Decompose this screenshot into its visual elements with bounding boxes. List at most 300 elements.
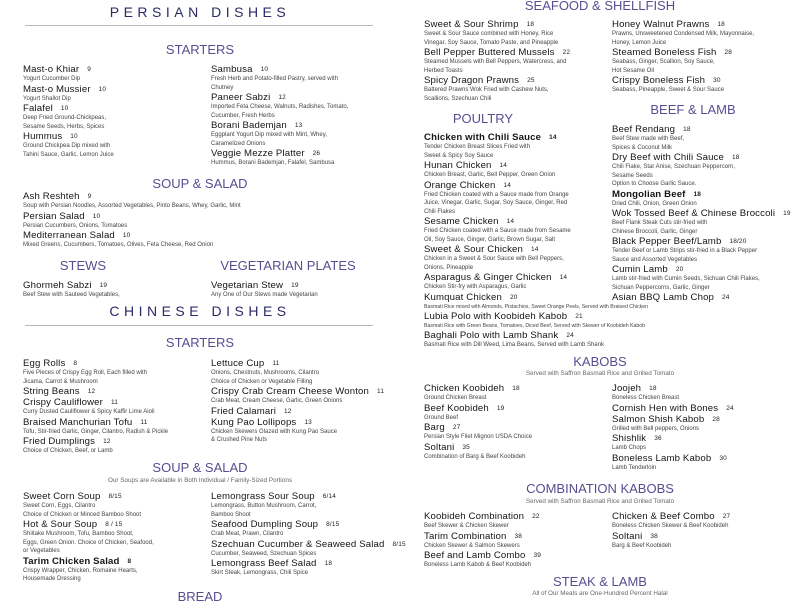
steak-lamb-note: All of Our Meats are One-Hundred Percent Halal bbox=[532, 590, 668, 597]
menu-item bbox=[23, 84, 208, 104]
menu-item-description: Yogurt Shallot Dip bbox=[23, 95, 71, 102]
menu-item-price: 10 bbox=[122, 232, 131, 239]
menu-item bbox=[23, 211, 208, 231]
chinese-soup-salad-left bbox=[23, 491, 208, 584]
menu-item bbox=[23, 417, 208, 437]
menu-item bbox=[211, 491, 396, 519]
persian-starters-left bbox=[23, 64, 208, 159]
menu-item-description: Dried Chili, Onion, Green Onion bbox=[612, 200, 697, 207]
menu-item-description: Ground Chicken Breast bbox=[424, 395, 487, 401]
menu-item-header bbox=[23, 64, 208, 75]
menu-item-price: 14 bbox=[506, 218, 515, 225]
menu-item-description: Cucumber, Seaweed, Szechuan Spices bbox=[211, 550, 317, 557]
menu-item-header bbox=[23, 131, 208, 142]
persian-soup-salad-heading: SOUP & SALAD bbox=[152, 176, 248, 191]
divider bbox=[25, 25, 373, 26]
persian-starters-right bbox=[211, 64, 396, 168]
menu-item-name: Hot & Sour Soup bbox=[23, 519, 98, 530]
menu-item-price: 27 bbox=[452, 424, 461, 431]
menu-item bbox=[23, 358, 208, 386]
seafood-right bbox=[612, 19, 797, 95]
menu-item-name: Baghali Polo with Lamb Shank bbox=[424, 329, 559, 341]
menu-item-header bbox=[612, 511, 797, 522]
kabobs-right bbox=[612, 383, 797, 472]
menu-item-header bbox=[23, 397, 208, 408]
menu-item-name: Joojeh bbox=[612, 383, 642, 394]
menu-item-price: 13 bbox=[294, 122, 303, 129]
menu-item-price: 14 bbox=[499, 162, 508, 169]
menu-item bbox=[612, 236, 797, 264]
seafood-left bbox=[424, 19, 609, 103]
menu-item-description: Choice of Chicken, Beef, or Lamb bbox=[23, 448, 113, 454]
menu-item-price: 30 bbox=[719, 454, 727, 462]
menu-item bbox=[211, 558, 396, 578]
menu-item-name: Lubia Polo with Koobideh Kabob bbox=[424, 310, 568, 322]
menu-item-price: 39 bbox=[533, 552, 542, 559]
menu-item-description: Imported Feta Cheese, Walnuts, Radishes, Tomato, bbox=[211, 104, 349, 110]
menu-item bbox=[23, 519, 208, 556]
menu-item-description: Crispy Wrapper, Chicken, Romaine Hearts, bbox=[23, 567, 138, 574]
menu-item-description: Chicken Stir-fry with Asparagus, Garlic bbox=[424, 284, 527, 290]
menu-item bbox=[23, 131, 208, 159]
menu-item-name: Paneer Sabzi bbox=[211, 92, 271, 103]
menu-item-description: Chicken Breast, Garlic, Bell Pepper, Green Onion bbox=[424, 172, 556, 178]
menu-item bbox=[211, 280, 396, 300]
menu-item-name: Ghormeh Sabzi bbox=[23, 280, 92, 291]
menu-item-description: Sweet & Spicy Soy Sauce bbox=[424, 152, 494, 159]
menu-item-price: 35 bbox=[462, 443, 470, 451]
menu-item-description: Caramelized Onions bbox=[211, 140, 266, 147]
menu-item-price: 25 bbox=[527, 77, 535, 84]
menu-item-name: Mast-o Khiar bbox=[23, 64, 80, 75]
menu-item-name: Kung Pao Lollipops bbox=[211, 416, 297, 428]
menu-item-header bbox=[211, 519, 396, 530]
menu-item-name: Seafood Dumpling Soup bbox=[211, 519, 319, 530]
menu-item-name: Mediterranean Salad bbox=[23, 230, 115, 241]
menu-item bbox=[612, 208, 797, 236]
menu-item-name: Beef Rendang bbox=[612, 124, 676, 135]
menu-item-description: Lamb stir-fried with Cumin Seeds, Sichuan Chili Flakes, bbox=[612, 276, 760, 282]
menu-item-header bbox=[424, 292, 609, 303]
menu-item-header bbox=[23, 280, 208, 291]
menu-item-description: Fried Chicken coated with a Sauce made from Sesame bbox=[424, 228, 571, 234]
menu-item-description: Juice, Vinegar, Garlic, Sugar, Soy Sauce, Ginger, Red bbox=[424, 200, 568, 206]
menu-item-header bbox=[424, 550, 609, 561]
menu-item-header bbox=[23, 103, 208, 114]
menu-item bbox=[424, 180, 609, 217]
menu-item-price: 11 bbox=[111, 399, 119, 406]
menu-item bbox=[211, 148, 396, 168]
menu-item-price: 11 bbox=[377, 388, 385, 395]
menu-item-description: Any One of Our Stews made Vegetarian bbox=[211, 292, 318, 298]
menu-item-description: & Crushed Pine Nuts bbox=[211, 437, 268, 443]
menu-item-name: Falafel bbox=[23, 103, 53, 114]
menu-item-description: Choice of Chicken or Vegetable Filling bbox=[211, 378, 313, 385]
menu-item-header bbox=[424, 75, 609, 86]
menu-item-description: Spices & Coconut Milk bbox=[612, 144, 673, 151]
menu-item-price: 18/20 bbox=[729, 238, 747, 245]
menu-item bbox=[211, 120, 396, 148]
menu-item bbox=[612, 511, 797, 531]
menu-item-header bbox=[211, 92, 396, 103]
menu-item-description: Skirt Steak, Lemongrass, Chili Spice bbox=[211, 570, 309, 576]
menu-item-header bbox=[23, 386, 208, 397]
menu-item-header bbox=[424, 272, 609, 283]
menu-item-price: 12 bbox=[284, 407, 292, 415]
menu-item-price: 26 bbox=[312, 150, 321, 157]
chinese-starters-heading: STARTERS bbox=[165, 335, 235, 350]
menu-item-name: Crispy Crab Cream Cheese Wonton bbox=[211, 386, 370, 397]
menu-item bbox=[211, 519, 396, 539]
menu-item-name: Asparagus & Ginger Chicken bbox=[424, 272, 552, 283]
kabobs-note: Served with Saffron Basmati Rice and Grilled Tomato bbox=[525, 370, 675, 377]
menu-item-price: 19 bbox=[496, 404, 505, 412]
menu-item-name: Sesame Chicken bbox=[424, 216, 499, 227]
menu-item bbox=[612, 292, 797, 303]
menu-item-price: 11 bbox=[140, 418, 148, 426]
menu-item-description: Chicken in a Sweet & Sour Sauce with Bell Peppers, bbox=[424, 256, 564, 262]
menu-item-header bbox=[23, 417, 208, 428]
menu-item bbox=[424, 291, 649, 311]
menu-item-header bbox=[424, 442, 609, 453]
menu-item-description: Sweet Corn, Eggs, Cilantro bbox=[23, 503, 96, 509]
menu-item bbox=[424, 330, 609, 350]
chinese-soup-salad-right bbox=[211, 491, 406, 578]
menu-item-header bbox=[612, 453, 797, 464]
menu-item bbox=[612, 189, 797, 209]
menu-item bbox=[424, 132, 609, 160]
menu-item bbox=[424, 19, 609, 47]
menu-item-name: Hunan Chicken bbox=[424, 160, 492, 171]
menu-item-name: Fried Dumplings bbox=[23, 436, 96, 447]
menu-item-name: Tarim Chicken Salad bbox=[23, 555, 120, 567]
menu-item-name: Persian Salad bbox=[23, 210, 85, 222]
menu-item-description: Prawns, Unsweetened Condensed Milk, Mayonnaise, bbox=[612, 31, 755, 37]
bread-heading: BREAD bbox=[177, 589, 223, 604]
menu-item-header bbox=[424, 132, 609, 143]
poultry-heading: POULTRY bbox=[452, 111, 514, 126]
menu-item-name: Dry Beef with Chili Sauce bbox=[612, 152, 724, 163]
menu-item-name: Koobideh Combination bbox=[424, 511, 525, 522]
menu-item-price: 10 bbox=[98, 85, 107, 93]
vegetarian-plates-heading: VEGETARIAN PLATES bbox=[220, 258, 356, 273]
menu-item-price: 24 bbox=[726, 404, 734, 412]
menu-item-price: 19 bbox=[783, 210, 791, 217]
menu-item-price: 6/14 bbox=[322, 493, 337, 500]
menu-item-description: Barg & Beef Koobideh bbox=[612, 542, 672, 549]
menu-item-description: Fresh Herb and Potato-filled Pastry, served with bbox=[211, 76, 338, 82]
menu-item-price: 18 bbox=[649, 385, 657, 392]
menu-item-price: 12 bbox=[103, 438, 111, 445]
menu-item-description: Yogurt Cucumber Dip bbox=[23, 76, 81, 82]
menu-item bbox=[424, 244, 609, 272]
menu-item-header bbox=[211, 558, 396, 569]
menu-item-price: 18 bbox=[732, 154, 740, 161]
menu-item-header bbox=[23, 230, 208, 241]
menu-item-description: Ground Beef bbox=[424, 414, 459, 421]
persian-soup-salad-list bbox=[23, 191, 241, 250]
menu-item-name: Chicken Koobideh bbox=[424, 383, 505, 394]
menu-item-name: Egg Rolls bbox=[23, 358, 66, 369]
menu-item bbox=[211, 358, 396, 386]
menu-item-name: Ash Reshteh bbox=[23, 191, 80, 202]
menu-item-header bbox=[211, 417, 396, 428]
combination-kabobs-note: Served with Saffron Basmati Rice and Grilled Tomato bbox=[525, 498, 675, 505]
menu-item-header bbox=[211, 280, 396, 291]
combination-kabobs-heading: COMBINATION KABOBS bbox=[526, 481, 674, 496]
menu-item-price: 20 bbox=[509, 293, 518, 301]
menu-item-description: Deep Fried Ground-Chickpeas, bbox=[23, 115, 107, 121]
menu-item-header bbox=[211, 491, 396, 502]
menu-item-name: Chicken & Beef Combo bbox=[612, 511, 715, 522]
menu-item-name: String Beans bbox=[23, 386, 80, 397]
menu-item-price: 8 / 15 bbox=[105, 521, 123, 528]
menu-item-header bbox=[23, 491, 208, 502]
menu-item-description: Tofu, Stir-fried Garlic, Ginger, Cilantro, Radish & Pickle bbox=[23, 428, 169, 435]
menu-item-description: Chili Flake, Star Anise, Szechuan Peppercorn, bbox=[612, 164, 736, 170]
menu-item-price: 18 bbox=[324, 560, 333, 567]
menu-item-name: Wok Tossed Beef & Chinese Broccoli bbox=[612, 208, 776, 219]
menu-item bbox=[424, 272, 609, 292]
menu-item-description: Jicama, Carrot & Mushroom bbox=[23, 378, 98, 385]
menu-item-name: Chicken with Chili Sauce bbox=[424, 132, 542, 143]
menu-item-description: Sauce and Assorted Vegetables bbox=[612, 256, 698, 263]
menu-item-description: Boneless Chicken Skewer & Beef Koobideh bbox=[612, 523, 729, 529]
menu-item-name: Shishlik bbox=[612, 433, 647, 444]
menu-item-name: Sweet Corn Soup bbox=[23, 491, 101, 502]
combination-right bbox=[612, 511, 797, 550]
menu-item-header bbox=[424, 160, 609, 171]
menu-item-description: Sesame Seeds bbox=[612, 172, 653, 179]
menu-item-description: Crab Meat, Prawn, Cilantro bbox=[211, 531, 284, 537]
menu-item-name: Steamed Boneless Fish bbox=[612, 47, 717, 58]
menu-item-description: Chicken Skewer & Salmon Skewers bbox=[424, 542, 520, 549]
menu-item-description: Boneless Lamb Kabob & Beef Koobideh bbox=[424, 562, 532, 568]
stews-list bbox=[23, 280, 208, 300]
menu-item-name: Bell Pepper Buttered Mussels bbox=[424, 47, 555, 58]
menu-item-price: 20 bbox=[675, 266, 684, 273]
menu-item-price: 22 bbox=[532, 513, 540, 520]
menu-item-price: 38 bbox=[650, 532, 658, 540]
chinese-starters-left bbox=[23, 358, 208, 456]
persian-dishes-title: PERSIAN DISHES bbox=[109, 4, 291, 20]
menu-item-description: Basmati Rice with Dill Weed, Lima Beans, Served with Lamb Shank bbox=[424, 341, 604, 348]
menu-item-name: Crispy Cauliflower bbox=[23, 397, 104, 408]
persian-starters-heading: STARTERS bbox=[165, 42, 235, 57]
menu-item-name: Spicy Dragon Prawns bbox=[424, 75, 520, 86]
menu-item bbox=[211, 406, 396, 417]
menu-item-description: Lamb Tenderloin bbox=[612, 464, 657, 471]
menu-item-description: Battered Prawns Wok Fried with Cashew Nuts, bbox=[424, 87, 549, 93]
menu-item-header bbox=[211, 64, 396, 75]
menu-item bbox=[424, 383, 609, 403]
menu-item bbox=[424, 531, 609, 551]
chinese-soup-salad-note: Our Soups are Available in Both Individual / Family-Sized Portions bbox=[108, 477, 292, 484]
menu-item-name: Lemongrass Sour Soup bbox=[211, 491, 315, 502]
menu-item bbox=[424, 310, 646, 330]
menu-item-description: Five Pieces of Crispy Egg Roll, Each filled with bbox=[23, 370, 148, 376]
menu-item-description: Scallions, Szechuan Chili bbox=[424, 95, 492, 102]
menu-item-description: Tahini Sauce, Garlic, Lemon Juice bbox=[23, 151, 114, 158]
menu-item-header bbox=[211, 358, 396, 369]
menu-item bbox=[612, 414, 797, 434]
menu-item-price: 13 bbox=[304, 418, 312, 426]
menu-item-description: Seabass, Ginger, Scallion, Soy Sauce, bbox=[612, 59, 715, 65]
menu-item-name: Mast-o Mussier bbox=[23, 83, 91, 95]
menu-item-price: 8 bbox=[127, 557, 132, 565]
menu-item-description: Chutney bbox=[211, 84, 234, 91]
menu-item-description: Lemongrass, Button Mushroom, Carrot, bbox=[211, 503, 317, 509]
menu-item-price: 30 bbox=[713, 77, 721, 84]
menu-item bbox=[23, 556, 208, 584]
menu-item-header bbox=[612, 292, 797, 303]
menu-item-description: Basmati Rice mixed with Almonds, Pistachios, Sweet Orange Peels, Served with Braised Chicken bbox=[424, 303, 649, 310]
menu-item-price: 10 bbox=[92, 212, 101, 220]
menu-item-description: Tender Beef or Lamb Strips stir-fried in a Black Pepper bbox=[612, 248, 758, 254]
menu-item-description: Lamb Chops bbox=[612, 445, 647, 451]
menu-item-header bbox=[424, 511, 609, 522]
menu-item-name: Soltani bbox=[612, 530, 643, 542]
menu-item-header bbox=[424, 422, 609, 433]
menu-item-description: or Vegetables bbox=[23, 548, 60, 554]
menu-item-price: 14 bbox=[503, 181, 511, 189]
menu-item-header bbox=[23, 358, 208, 369]
menu-item-price: 18 bbox=[683, 126, 691, 133]
menu-item bbox=[424, 550, 609, 570]
menu-item bbox=[612, 264, 797, 292]
menu-item-description: Ground Chickpea Dip mixed with bbox=[23, 143, 111, 149]
menu-item-name: Kumquat Chicken bbox=[424, 291, 502, 303]
menu-item bbox=[211, 386, 396, 406]
beef-lamb-heading: BEEF & LAMB bbox=[650, 102, 736, 117]
menu-item-header bbox=[612, 414, 797, 425]
menu-item-price: 18 bbox=[512, 385, 520, 392]
menu-item-header bbox=[612, 152, 797, 163]
chinese-dishes-title: CHINESE DISHES bbox=[109, 303, 291, 319]
menu-item-price: 24 bbox=[722, 294, 730, 301]
menu-item-price: 18 bbox=[717, 21, 725, 28]
menu-item-name: Mongolian Beef bbox=[612, 188, 686, 200]
menu-item-price: 38 bbox=[514, 532, 523, 540]
menu-item bbox=[211, 417, 396, 445]
menu-item-price: 10 bbox=[260, 66, 269, 73]
menu-item-description: Herbed Toasts bbox=[424, 67, 463, 74]
menu-item-description: Beef Flank Steak Cuts stir-fried with bbox=[612, 220, 708, 226]
menu-item-name: Braised Manchurian Tofu bbox=[23, 416, 133, 428]
menu-item-price: 9 bbox=[87, 66, 91, 73]
menu-item-name: Beef and Lamb Combo bbox=[424, 550, 526, 561]
menu-item-name: Fried Calamari bbox=[211, 405, 277, 417]
menu-item-header bbox=[424, 244, 609, 255]
menu-item-header bbox=[424, 311, 609, 322]
menu-item-description: Oil, Soy Sauce, Ginger, Garlic, Brown Sugar, Salt bbox=[424, 236, 556, 243]
chinese-soup-salad-heading: SOUP & SALAD bbox=[152, 460, 248, 475]
menu-item-header bbox=[211, 386, 396, 397]
menu-item bbox=[612, 152, 797, 189]
menu-item-header bbox=[612, 433, 797, 444]
menu-item bbox=[23, 103, 208, 131]
menu-item-price: 19 bbox=[99, 282, 108, 289]
menu-item-header bbox=[23, 556, 208, 567]
menu-item-name: Honey Walnut Prawns bbox=[612, 19, 710, 30]
menu-item bbox=[612, 47, 797, 75]
seafood-heading: SEAFOOD & SHELLFISH bbox=[524, 0, 676, 13]
menu-item-header bbox=[211, 406, 396, 417]
steak-lamb-heading: STEAK & LAMB bbox=[553, 574, 647, 589]
menu-item-description: Persian Style Filet Mignon USDA Choice bbox=[424, 434, 533, 440]
beef-lamb-list bbox=[612, 124, 797, 303]
menu-item-name: Hummus bbox=[23, 131, 63, 142]
menu-item-name: Black Pepper Beef/Lamb bbox=[612, 236, 722, 247]
menu-item bbox=[23, 436, 208, 456]
menu-item bbox=[612, 403, 797, 414]
menu-item-description: Chicken Skewers Glazed with Kung Pao Sauce bbox=[211, 428, 338, 435]
menu-item-header bbox=[23, 436, 208, 447]
menu-item-price: 8 bbox=[73, 360, 78, 367]
menu-item-description: Seabass, Pineapple, Sweet & Sour Sauce bbox=[612, 87, 725, 93]
stews-heading: STEWS bbox=[59, 258, 107, 273]
menu-item-description: Honey, Lemon Juice bbox=[612, 39, 667, 46]
menu-item-header bbox=[612, 531, 797, 542]
menu-item-description: Beef Stew with Sauteed Vegetables, bbox=[23, 292, 120, 298]
menu-item bbox=[23, 386, 208, 397]
menu-item-name: Veggie Mezze Platter bbox=[211, 148, 305, 159]
menu-item-header bbox=[23, 519, 208, 530]
menu-item bbox=[612, 124, 797, 152]
menu-item-name: Barg bbox=[424, 422, 445, 433]
menu-item-description: Beef Skewer & Chicken Skewer bbox=[424, 523, 509, 529]
menu-item bbox=[23, 491, 208, 519]
menu-item-header bbox=[612, 75, 797, 86]
menu-item bbox=[424, 442, 609, 462]
kabobs-left bbox=[424, 383, 609, 461]
menu-item-header bbox=[612, 124, 797, 135]
menu-item bbox=[612, 19, 797, 47]
menu-item-header bbox=[612, 236, 797, 247]
menu-item bbox=[424, 47, 609, 75]
menu-item bbox=[424, 75, 609, 103]
menu-item-header bbox=[424, 531, 609, 542]
menu-item bbox=[211, 538, 406, 559]
menu-item-description: Option to Choose Garlic Sauce. bbox=[612, 181, 697, 187]
menu-item-description: Onions, Chestnuts, Mushrooms, Cilantro bbox=[211, 370, 320, 376]
menu-item-name: Vegetarian Stew bbox=[211, 280, 284, 291]
menu-item-description: Bamboo Shoot bbox=[211, 511, 251, 518]
menu-item-price: 14 bbox=[559, 274, 568, 281]
menu-item-description: Hot Sesame Oil bbox=[612, 67, 655, 74]
menu-item bbox=[211, 92, 396, 120]
menu-item-price: 22 bbox=[562, 49, 571, 56]
menu-item-header bbox=[424, 330, 609, 341]
menu-item-description: Grilled with Bell peppers, Onions bbox=[612, 425, 700, 432]
menu-item-name: Boneless Lamb Kabob bbox=[612, 452, 712, 464]
menu-item-price: 12 bbox=[278, 94, 286, 101]
menu-item-header bbox=[612, 47, 797, 58]
menu-item-header bbox=[612, 19, 797, 30]
menu-item-price: 8/15 bbox=[326, 521, 340, 528]
menu-item-name: Tarim Combination bbox=[424, 530, 507, 542]
menu-item-price: 14 bbox=[549, 134, 557, 141]
menu-item-description: Chinese Broccoli, Garlic, Ginger bbox=[612, 228, 698, 235]
menu-item-description: Hummus, Borani Bademjan, Falafel, Sambusa bbox=[211, 160, 335, 166]
menu-item-price: 36 bbox=[654, 435, 662, 442]
menu-item-description: Steamed Mussels with Bell Peppers, Watercress, and bbox=[424, 59, 567, 65]
menu-item-header bbox=[23, 211, 208, 222]
menu-item-header bbox=[23, 191, 208, 202]
menu-item-name: Sweet & Sour Chicken bbox=[424, 244, 523, 255]
menu-item bbox=[23, 230, 214, 250]
menu-item bbox=[424, 403, 609, 423]
